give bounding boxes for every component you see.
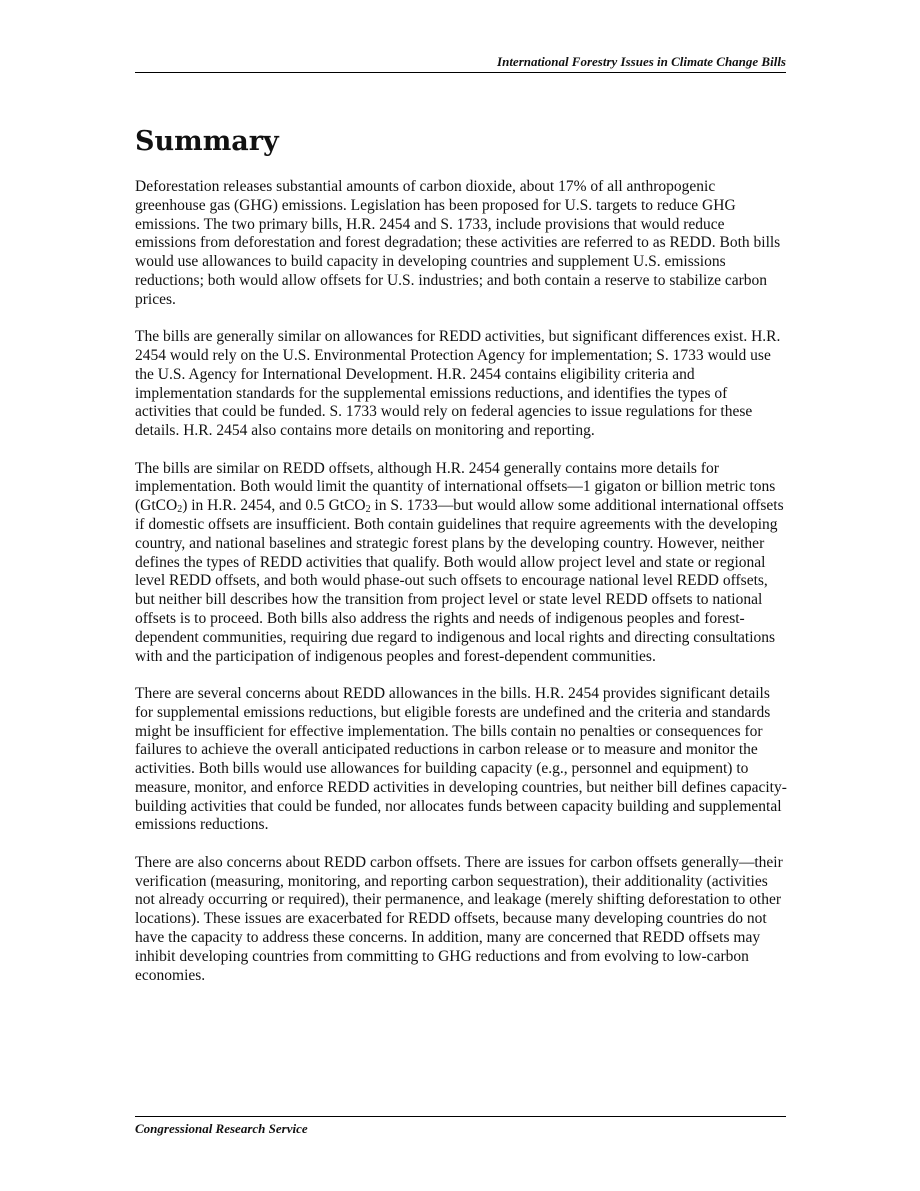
paragraph-2-text: The bills are generally similar on allowances for REDD activities, but significant differences exist. H.R. 2454 would rely on the U.S. Environmental Protection Agency for implementation; S. 1733 would use the U.S. Agency for International Development. H.R. 2454 contains eligibility criteria and implementation standards for the supplemental emissions reductions, and identifies the types of activities that could be funded. S. 1733 would rely on federal agencies to issue regulations for these details. H.R. 2454 also contains more details on monitoring and reporting.	[135, 328, 781, 440]
paragraph-3-text-a: The bills are similar on REDD offsets, although H.R. 2454 generally contains more details for implementation. Both would limit the quantity of international offsets—1 gigaton or billion metric tons (GtCO	[135, 459, 776, 515]
paragraph-1-text: Deforestation releases substantial amounts of carbon dioxide, about 17% of all anthropogenic greenhouse gas (GHG) emissions. Legislation has been proposed for U.S. targets to reduce GHG emissions. The two primary bills, H.R. 2454 and S. 1733, include provisions that would reduce emissions from deforestation and forest degradation; these activities are referred to as REDD. Both bills would use allowances to build capacity in developing countries and supplement U.S. emissions reductions; both would allow offsets for U.S. industries; and both contain a reserve to stabilize carbon prices.	[135, 178, 781, 308]
paragraph-3	[135, 460, 787, 667]
summary-body	[135, 178, 787, 1004]
paragraph-4	[135, 685, 787, 835]
paragraph-5-text: There are also concerns about REDD carbon offsets. There are issues for carbon offsets generally—their verification (measuring, monitoring, and reporting carbon sequestration), their additionality (activities not already occurring or required), their permanence, and leakage (merely shifting deforestation to other locations). These issues are exacerbated for REDD offsets, because many developing countries do not have the capacity to address these concerns. In addition, many are concerned that REDD offsets may inhibit developing countries from committing to GHG reductions and from evolving to low-carbon economies.	[135, 853, 783, 984]
paragraph-5	[135, 854, 787, 986]
paragraph-2	[135, 328, 787, 441]
running-header: International Forestry Issues in Climate Change Bills	[135, 54, 786, 73]
paragraph-4-text: There are several concerns about REDD allowances in the bills. H.R. 2454 provides significant details for supplemental emissions reductions, but eligible forests are undefined and the criteria and standards might be insufficient for effective implementation. The bills contain no penalties or consequences for failures to achieve the overall anticipated reductions in carbon release or to measure and monitor the activities. Both bills would use allowances for building capacity (e.g., personnel and equipment) to measure, monitor, and enforce REDD activities in developing countries, but neither bill defines capacity-building activities that could be funded, nor allocates funds between capacity building and supplemental emissions reductions.	[135, 684, 787, 834]
paragraph-3-text-c: in S. 1733—but would allow some additional international offsets if domestic offsets are insufficient. Both contain guidelines that require agreements with the developing country, and national baselines and strategic forest plans by the developing country. However, neither defines the types of REDD activities that qualify. Both would allow project level and state or regional level REDD offsets, and both would phase-out such offsets to encourage national level REDD offsets, but neither bill describes how the transition from project level or state level REDD offsets to national offsets is to proceed. Both bills also address the rights and needs of indigenous peoples and forest-dependent communities, requiring due regard to indigenous and local rights and directing consultations with and the participation of indigenous peoples and forest-dependent communities.	[135, 497, 784, 665]
running-footer: Congressional Research Service	[135, 1116, 786, 1137]
page-title: Summary	[135, 126, 279, 157]
paragraph-3-text-b: ) in H.R. 2454, and 0.5 GtCO	[182, 497, 366, 515]
subscript-2: 2	[365, 504, 371, 516]
paragraph-1	[135, 178, 787, 310]
subscript-2: 2	[177, 504, 183, 516]
